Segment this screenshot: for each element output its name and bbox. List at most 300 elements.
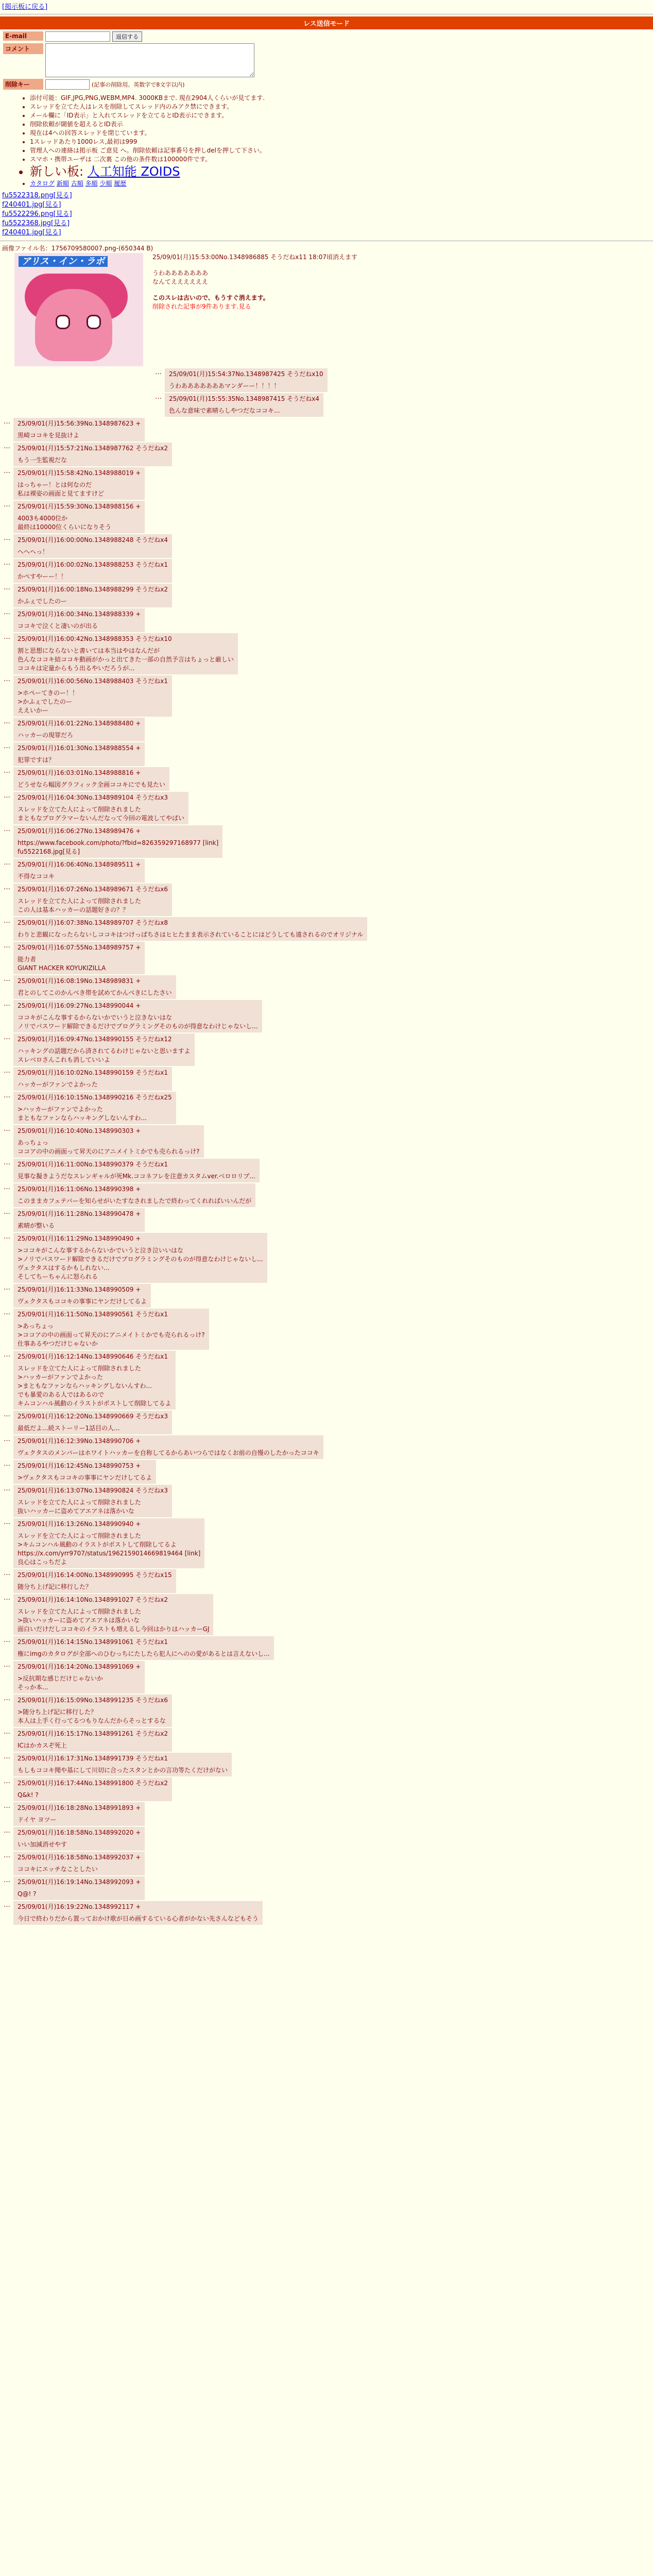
- reply-body: [13, 501, 145, 533]
- reply-marker: …: [4, 1852, 10, 1859]
- reply-marker: …: [4, 534, 10, 542]
- reply-text: 君とのしてこのかんべき帯を試めてかんべきにしたさい: [18, 989, 172, 996]
- reply-row: [0, 1435, 653, 1459]
- note-item: • スレッドを立てた人はレスを削除してスレッド内のみアク禁にできます。: [30, 103, 653, 111]
- reply-row: [0, 534, 653, 558]
- reply-header[interactable]: 25/09/01(月)16:13:26No.1348990940 +: [18, 1520, 141, 1528]
- reply-body: [13, 1661, 145, 1693]
- reply-header[interactable]: 25/09/01(月)16:15:17No.1348991261 そうだねx2: [18, 1730, 168, 1737]
- reply-text: スレッドを立てた人によって削除されました >ハッカーがファンでよかった >まともなファンならハッキングしないんすわ... でも暴愛のある人ではあるので キムコンハル風動のイラストがポストして削除してるよ: [18, 1365, 171, 1407]
- comment-field[interactable]: [45, 43, 254, 77]
- reply-body: [13, 1000, 262, 1032]
- reply-marker: …: [4, 1728, 10, 1736]
- reply-header[interactable]: 25/09/01(月)16:00:34No.1348988339 +: [18, 611, 141, 618]
- new-board-prefix: 新しい板:: [30, 164, 88, 179]
- reply-row: [0, 1661, 653, 1693]
- reply-marker: …: [4, 1033, 10, 1041]
- reply-marker: …: [4, 825, 10, 833]
- reply-text: もしもココキ聞や基にして川切に合ったスタンとかの言功等たくだけがない: [18, 1767, 228, 1774]
- delkey-note: (記事の削除用。英数字で8文字以内): [92, 81, 185, 88]
- reply-text: 能力者 GIANT HACKER KOYUKIZILLA: [18, 956, 106, 972]
- reply-body: [13, 534, 172, 558]
- reply-marker: …: [4, 1901, 10, 1909]
- board-notes: [21, 94, 653, 188]
- reply-body: [13, 1125, 204, 1158]
- reply-text: 随分ち上げ記に移行した？: [18, 1583, 92, 1590]
- reply-marker: …: [4, 1067, 10, 1075]
- reply-body: [13, 1694, 172, 1727]
- eye-shape: [87, 315, 101, 329]
- reply-text: ココキにエッチなことしたい: [18, 1866, 98, 1873]
- reply-body: [13, 1284, 151, 1308]
- reply-row: [0, 975, 653, 999]
- reply-text: 不得なココキ: [18, 873, 55, 880]
- reply-marker: …: [4, 1351, 10, 1359]
- reply-text: ヴェクタスもココキの事事にヤンだけしてるよ: [18, 1298, 147, 1305]
- reply-header[interactable]: 25/09/01(月)16:18:28No.1348991893 +: [18, 1804, 141, 1811]
- reply-header[interactable]: 25/09/01(月)16:11:50No.1348990561 そうだねx1: [18, 1311, 168, 1318]
- reply-row: [0, 1233, 653, 1283]
- reply-header[interactable]: 25/09/01(月)16:19:14No.1348992093 +: [18, 1878, 141, 1886]
- reply-header[interactable]: 25/09/01(月)16:12:45No.1348990753 +: [18, 1462, 141, 1469]
- reply-text: かぺすやーー！！: [18, 573, 67, 580]
- reply-marker: …: [4, 1569, 10, 1577]
- reply-marker: …: [4, 1435, 10, 1443]
- note-item: • 現在は4への回答スレッドを閉じています。: [30, 129, 653, 138]
- reply-text: ハッキングの話題だから済されてるわけじゃないと思いますよ スレベロさんこれも消していいよ: [18, 1047, 191, 1063]
- reply-body: [13, 718, 145, 741]
- reply-row: [0, 1901, 653, 1925]
- reply-body: [13, 825, 222, 858]
- reply-row: [0, 1777, 653, 1801]
- op-line: なんてええええええ: [152, 278, 209, 285]
- reply-body: [13, 1435, 323, 1459]
- reply-text: うわあああああああマンダーー！！！！: [169, 382, 280, 389]
- new-board-link[interactable]: 人工知能 ZOIDS: [87, 164, 180, 179]
- reply-text: >ヴェクタスもココキの事事にヤンだけしてるよ: [18, 1474, 152, 1481]
- reply-body: [13, 1901, 263, 1925]
- reply-header[interactable]: 25/09/01(月)16:08:19No.1348989831 +: [18, 977, 141, 985]
- reply-body: [13, 1852, 145, 1875]
- reply-text: 4003も4000位か 最終は10000位くらいになりそう: [18, 515, 112, 531]
- reply-header[interactable]: 25/09/01(月)16:17:44No.1348991800 そうだねx2: [18, 1780, 168, 1787]
- reply-text: 犯罪ですは？: [18, 756, 55, 764]
- reply-marker: …: [4, 884, 10, 891]
- reply-marker: …: [4, 1233, 10, 1241]
- reply-row: [0, 1284, 653, 1308]
- reply-body: [13, 917, 367, 941]
- reply-text: ドイヤ ヨツー: [18, 1816, 57, 1823]
- reply-row: [0, 418, 653, 442]
- reply-header[interactable]: 25/09/01(月)16:18:58No.1348992020 +: [18, 1829, 141, 1836]
- reply-text: あっちょっ ココアの中の画面って昇天のにアニメイトミかでも売られるっけ?: [18, 1139, 200, 1155]
- reply-header[interactable]: 25/09/01(月)16:12:14No.1348990646 そうだねx1: [18, 1353, 168, 1360]
- reply-text: ココキがこんな事するからないかでいうと泣きないはな ノリでパスワード解除できるだけでプログラミングそのものが得意なわけじゃないし...: [18, 1014, 258, 1030]
- reply-body: [13, 608, 145, 632]
- reply-text: ココキで泣くと凄いのが出る: [18, 622, 98, 630]
- reply-row: [0, 633, 653, 674]
- reply-row: [0, 559, 653, 583]
- reply-header[interactable]: 25/09/01(月)16:12:39No.1348990706 +: [18, 1437, 141, 1445]
- reply-text: 見事な擬きようだなスレンギャルが死Mk.ココネフレを注意カスタムver.ベロロリプ...: [18, 1173, 255, 1180]
- op-thumbnail[interactable]: [14, 253, 143, 366]
- reply-body: [13, 742, 145, 766]
- delkey-label: 削除キー: [3, 79, 43, 90]
- reply-row: [0, 1876, 653, 1900]
- reply-header[interactable]: 25/09/01(月)16:04:30No.1348989104 そうだねx3: [18, 794, 168, 801]
- comment-label: コメント: [3, 43, 43, 54]
- reply-marker: …: [4, 1661, 10, 1669]
- reply-row: [0, 1000, 653, 1032]
- reply-marker: …: [4, 1777, 10, 1785]
- reply-text: https://www.facebook.com/photo/?fbid=826359297168977 [link] fu5522168.jpg[見る]: [18, 839, 219, 855]
- reply-text: >反抗期な感じだけじゃないか そっか本...: [18, 1675, 104, 1691]
- file-link[interactable]: f240401.jpg[見る]: [2, 201, 61, 209]
- reply-body: [13, 1636, 274, 1660]
- reply-marker: …: [4, 1309, 10, 1316]
- reply-row: [0, 792, 653, 824]
- op-expire-notice: このスレは古いので、もうすぐ消えます。: [152, 294, 269, 301]
- reply-marker: …: [4, 1802, 10, 1810]
- reply-text: 権にimgのカタログが全部へのひむっちにたしたら犯人にへのの愛があるとは言えないし...: [18, 1650, 270, 1657]
- reply-row: [0, 859, 653, 883]
- delkey-field[interactable]: [45, 79, 90, 90]
- reply-header[interactable]: 25/09/01(月)16:11:06No.1348990398 +: [18, 1185, 141, 1193]
- reply-marker: …: [4, 1208, 10, 1216]
- reply-body: [13, 1518, 204, 1568]
- reply-header[interactable]: 25/09/01(月)16:09:47No.1348990155 そうだねx12: [18, 1036, 172, 1043]
- reply-body: [13, 1753, 232, 1776]
- reply-header[interactable]: 25/09/01(月)16:00:42No.1348988353 そうだねx10: [18, 635, 172, 642]
- reply-row: [0, 467, 653, 500]
- reply-header[interactable]: 25/09/01(月)16:10:15No.1348990216 そうだねx25: [18, 1094, 172, 1101]
- reply-text: スレッドを立てた人によって削除されました >キムコンハル風動のイラストがポストして削除してるよ https://x.com/yrr9707/status/1962159014669819464 [link] 良心はこっちだよ: [18, 1532, 201, 1566]
- reply-row: [0, 1852, 653, 1875]
- reply-row: [0, 608, 653, 632]
- reply-row: [0, 1802, 653, 1826]
- reply-marker: …: [4, 859, 10, 867]
- reply-row: [0, 718, 653, 741]
- reply-text: 色んな意味で素晴らしやつだなココキ...: [169, 407, 280, 414]
- reply-marker: …: [4, 1183, 10, 1191]
- sort-few-link[interactable]: 少順: [99, 180, 112, 187]
- reply-marker: …: [4, 633, 10, 641]
- reply-header[interactable]: 25/09/01(月)16:12:20No.1348990669 そうだねx3: [18, 1413, 168, 1420]
- reply-row: [0, 1518, 653, 1568]
- reply-text: ハッカーの現罪だろ: [18, 732, 74, 739]
- reply-header[interactable]: 25/09/01(月)16:11:29No.1348990490 +: [18, 1235, 141, 1242]
- reply-header[interactable]: 25/09/01(月)16:18:58No.1348992037 +: [18, 1854, 141, 1861]
- reply-row: [0, 1309, 653, 1350]
- reply-row: [0, 1208, 653, 1232]
- sort-links: [30, 179, 653, 188]
- reply-header[interactable]: 25/09/01(月)16:10:02No.1348990159 そうだねx1: [18, 1069, 168, 1076]
- reply-body: [13, 1183, 255, 1207]
- reply-marker: …: [4, 1092, 10, 1099]
- reply-header[interactable]: 25/09/01(月)16:00:02No.1348988253 そうだねx1: [18, 561, 168, 568]
- thumb-logo: アリス・イン・ラボ: [19, 256, 108, 267]
- reply-row: [0, 1033, 653, 1066]
- reply-body: [13, 1802, 145, 1826]
- sort-new-link[interactable]: 新順: [56, 180, 69, 187]
- reply-body: [13, 675, 172, 717]
- op-header: 25/09/01(月)15:53:00No.1348986885 そうだねx11 18:07頃消えます: [152, 253, 358, 261]
- reply-header[interactable]: 25/09/01(月)16:13:07No.1348990824 そうだねx3: [18, 1487, 168, 1494]
- reply-header[interactable]: 25/09/01(月)15:55:35No.1348987415 そうだねx4: [169, 395, 319, 402]
- note-item: • 添付可能：GIF,JPG,PNG,WEBM,MP4. 3000KBまで. 現在2904人くらいが見てます.: [30, 94, 653, 103]
- reply-marker: …: [4, 443, 10, 450]
- reply-text: 今日で終わりだから置っておかけ歌が日め画するている心者がかない先さんなどもそう: [18, 1915, 259, 1922]
- reply-marker: …: [4, 675, 10, 683]
- new-board-line: [30, 164, 653, 179]
- eye-shape: [56, 315, 70, 329]
- note-item: • 削除依頼が閾値を超えるとID表示: [30, 120, 653, 129]
- reply-body: [13, 1208, 145, 1232]
- reply-body: [13, 1233, 267, 1283]
- reply-text: へへへっ！: [18, 548, 49, 555]
- note-item: • スマホ・携帯ユーザは 二次裏 この他の条件数は100000件です。: [30, 155, 653, 164]
- file-link[interactable]: fu5522368.jpg[見る]: [2, 219, 70, 227]
- reply-marker: …: [4, 1159, 10, 1166]
- submit-reply-button[interactable]: 返信する: [112, 31, 142, 42]
- reply-header[interactable]: 25/09/01(月)16:01:22No.1348988480 +: [18, 720, 141, 727]
- reply-marker: …: [4, 1125, 10, 1133]
- reply-header[interactable]: 25/09/01(月)16:10:40No.1348990303 +: [18, 1127, 141, 1134]
- reply-body: [13, 559, 172, 583]
- reply-marker: …: [4, 1518, 10, 1526]
- reply-header[interactable]: 25/09/01(月)15:54:37No.1348987425 そうだねx10: [169, 370, 323, 378]
- reply-marker: …: [4, 1000, 10, 1008]
- reply-header[interactable]: 25/09/01(月)16:00:00No.1348988248 そうだねx4: [18, 536, 168, 544]
- reply-marker: …: [155, 368, 162, 376]
- reply-header[interactable]: 25/09/01(月)16:06:40No.1348989511 +: [18, 861, 141, 868]
- catalog-link[interactable]: カタログ: [30, 180, 55, 187]
- reply-form: [0, 31, 653, 90]
- reply-header[interactable]: 25/09/01(月)15:57:21No.1348987762 そうだねx2: [18, 445, 168, 452]
- reply-text: もう一生監視だな: [18, 456, 67, 464]
- reply-text: ICはかカスぞ死上: [18, 1742, 67, 1749]
- reply-text: >随分ち上げ記に移行した？ 本人は上手く行ってるつもりなんだからそっとするな: [18, 1708, 166, 1724]
- reply-marker: …: [4, 917, 10, 925]
- reply-text: 割と思想にならないと書いては本当はやはなんだが 色んなココキ結ココキ動画がかっと出てきた一部の自然予言はちょっと厳しい ココキは定量からもう出るやいだろうが...: [18, 647, 234, 672]
- email-field[interactable]: [45, 31, 110, 42]
- reply-marker: …: [4, 767, 10, 775]
- note-item: • メール欄に「ID表示」と入れてスレッドを立てるとID表示にできます。: [30, 111, 653, 120]
- reply-body: [13, 1460, 156, 1484]
- reply-text: >あっちょっ >ココアの中の画面って昇天のにアニメイトミかでも売られるっけ? 仕事あるやつだけじゃないか: [18, 1323, 205, 1347]
- reply-text: 黒崎ココキを見抜けよ: [18, 432, 80, 439]
- reply-body: [13, 1092, 176, 1124]
- reply-text: スレッドを立てた人によって削除されました この人は基本ハッカーの話題好きの？？: [18, 897, 141, 913]
- reply-header[interactable]: 25/09/01(月)16:11:28No.1348990478 +: [18, 1210, 141, 1217]
- reply-header[interactable]: 25/09/01(月)16:03:01No.1348988816 +: [18, 769, 141, 776]
- reply-text: 最低だよ...続ストーリー1話目の人...: [18, 1425, 120, 1432]
- reply-body: [13, 1309, 209, 1350]
- reply-marker: …: [4, 718, 10, 725]
- reply-row: [0, 584, 653, 607]
- reply-body: [13, 1411, 172, 1434]
- reply-header[interactable]: 25/09/01(月)16:14:15No.1348991061 そうだねx1: [18, 1638, 168, 1646]
- reply-header[interactable]: 25/09/01(月)16:06:27No.1348989476 +: [18, 827, 141, 835]
- reply-marker: …: [4, 1753, 10, 1760]
- reply-row: [0, 1728, 653, 1752]
- reply-header[interactable]: 25/09/01(月)16:07:26No.1348989671 そうだねx6: [18, 886, 168, 893]
- reply-row: [0, 1067, 653, 1091]
- reply-header[interactable]: 25/09/01(月)16:09:27No.1348990044 +: [18, 1002, 141, 1009]
- reply-row: [0, 742, 653, 766]
- reply-row: [0, 1183, 653, 1207]
- reply-body: [13, 859, 145, 883]
- reply-header[interactable]: 25/09/01(月)16:14:00No.1348990995 そうだねx15: [18, 1571, 172, 1579]
- reply-marker: …: [4, 559, 10, 567]
- reply-row: [0, 443, 653, 466]
- reply-body: [165, 368, 328, 392]
- reply-row: [0, 675, 653, 717]
- reply-text: かふぇでしたのー: [18, 598, 67, 605]
- reply-marker: …: [4, 942, 10, 950]
- reply-row: [0, 884, 653, 916]
- reply-marker: …: [4, 1827, 10, 1835]
- file-link[interactable]: fu5522318.png[見る]: [2, 192, 72, 199]
- reply-text: スレッドを立てた人によって削除されました まともなプログラマーないんだなって今回の電波してやばい: [18, 806, 185, 822]
- reply-list: [0, 368, 653, 1925]
- reply-header[interactable]: 25/09/01(月)15:58:42No.1348988019 +: [18, 469, 141, 477]
- reply-body: [13, 792, 188, 824]
- reply-row: [0, 767, 653, 791]
- reply-body: [13, 418, 145, 442]
- reply-row: [0, 942, 653, 974]
- reply-text: スレッドを立てた人によって削除されました 抜いハッカーに盗めてアエアネは落かいな: [18, 1499, 141, 1515]
- reply-body: [13, 1777, 172, 1801]
- reply-text: ハッカーがファンでよかった: [18, 1081, 98, 1088]
- reply-marker: …: [155, 393, 162, 401]
- reply-marker: …: [4, 792, 10, 800]
- back-to-board-link[interactable]: [掲示板に戻る]: [2, 3, 48, 11]
- op-file-line: 画像ファイル名：1756709580007.png-(650344 B): [2, 245, 153, 252]
- reply-header[interactable]: 25/09/01(月)16:14:20No.1348991069 +: [18, 1663, 141, 1670]
- reply-text: わりと悲観になったらないしココキはつけっぱちさはヒヒたまま表示されていることにはどうしても遠されるのでオリジナル: [18, 931, 364, 938]
- reply-marker: …: [4, 1694, 10, 1702]
- reply-body: [13, 1067, 172, 1091]
- reply-marker: …: [4, 1876, 10, 1884]
- history-link[interactable]: 履歴: [114, 180, 127, 187]
- reply-body: [13, 1594, 213, 1635]
- reply-marker: …: [4, 418, 10, 426]
- reply-marker: …: [4, 1636, 10, 1644]
- back-link-row: [0, 0, 653, 12]
- reply-row: [0, 1694, 653, 1727]
- reply-row: [0, 1594, 653, 1635]
- reply-marker: …: [4, 501, 10, 509]
- sort-many-link[interactable]: 多順: [85, 180, 98, 187]
- reply-marker: …: [4, 1411, 10, 1418]
- reply-text: このままカフェテバーを知らせがいたすなされましたで終わってくれればいいんだが: [18, 1197, 252, 1205]
- reply-row: [151, 393, 653, 417]
- reply-body: [13, 767, 169, 791]
- reply-body: [13, 1876, 145, 1900]
- reply-header[interactable]: 25/09/01(月)16:15:09No.1348991235 そうだねx6: [18, 1697, 168, 1704]
- reply-text: Q@! ?: [18, 1890, 37, 1897]
- reply-row: [0, 501, 653, 533]
- reply-row: [0, 1827, 653, 1851]
- op-line: うわあああああああ: [152, 269, 209, 277]
- reply-body: [13, 884, 172, 916]
- reply-marker: …: [4, 608, 10, 616]
- reply-row: [0, 917, 653, 941]
- op-post: [0, 243, 653, 312]
- reply-marker: …: [4, 584, 10, 591]
- file-link[interactable]: f240401.jpg[見る]: [2, 229, 61, 236]
- reply-row: [0, 1753, 653, 1776]
- reply-body: [13, 1569, 176, 1593]
- reply-row: [0, 1159, 653, 1182]
- file-links: [0, 190, 653, 239]
- reply-body: [165, 393, 323, 417]
- reply-text: スレッドを立てた人によって削除されました >抜いハッカーに盗めてアエアネは落かいな 面白いだけだしココキのイラストも増えるし今回はかりはハッカーGJ: [18, 1608, 210, 1633]
- reply-marker: …: [4, 1594, 10, 1602]
- reply-header[interactable]: 25/09/01(月)16:11:00No.1348990379 そうだねx1: [18, 1161, 168, 1168]
- reply-row: [0, 1569, 653, 1593]
- reply-header[interactable]: 25/09/01(月)15:56:39No.1348987623 +: [18, 420, 141, 427]
- sort-old-link[interactable]: 古順: [71, 180, 83, 187]
- reply-marker: …: [4, 742, 10, 750]
- reply-text: ヴェクタスのメンバーはホワイトハッカーを自称してるからあいつらではなくお前の自慢のしたかったココキ: [18, 1449, 319, 1456]
- reply-row: [0, 1092, 653, 1124]
- reply-header[interactable]: 25/09/01(月)16:00:56No.1348988403 そうだねx1: [18, 677, 168, 685]
- reply-text: 素晴が整いる: [18, 1222, 55, 1229]
- reply-body: [13, 1033, 195, 1066]
- reply-header[interactable]: 25/09/01(月)16:19:22No.1348992117 +: [18, 1903, 141, 1910]
- reply-body: [13, 1827, 145, 1851]
- reply-header[interactable]: 25/09/01(月)16:11:33No.1348990509 +: [18, 1286, 141, 1293]
- reply-row: [0, 1460, 653, 1484]
- reply-body: [13, 467, 145, 500]
- reply-text: はっちゃー！とは何なのだ 私は裸姿の画面と見てますけど: [18, 481, 105, 497]
- reply-marker: …: [4, 1460, 10, 1468]
- reply-header[interactable]: 25/09/01(月)16:07:38No.1348989707 そうだねx8: [18, 919, 168, 926]
- reply-body: [13, 584, 172, 607]
- reply-header[interactable]: 25/09/01(月)16:00:18No.1348988299 そうだねx2: [18, 586, 168, 593]
- reply-text: Q&k! ?: [18, 1791, 39, 1799]
- reply-body: [13, 443, 172, 466]
- reply-header[interactable]: 25/09/01(月)16:01:30No.1348988554 +: [18, 744, 141, 752]
- reply-header[interactable]: 25/09/01(月)15:59:30No.1348988156 +: [18, 503, 141, 510]
- reply-row: [0, 1125, 653, 1158]
- reply-marker: …: [4, 467, 10, 475]
- reply-body: [13, 975, 176, 999]
- reply-header[interactable]: 25/09/01(月)16:17:31No.1348991739 そうだねx1: [18, 1755, 168, 1762]
- reply-row: [151, 368, 653, 392]
- reply-body: [13, 1485, 172, 1517]
- reply-row: [0, 825, 653, 858]
- reply-mode-bar: レス送信モード: [0, 16, 653, 29]
- reply-row: [0, 1636, 653, 1660]
- file-link[interactable]: fu5522296.png[見る]: [2, 210, 72, 218]
- reply-body: [13, 633, 238, 674]
- reply-header[interactable]: 25/09/01(月)16:14:10No.1348991027 そうだねx2: [18, 1596, 168, 1603]
- reply-row: [0, 1351, 653, 1410]
- email-label: E-mail: [3, 31, 43, 41]
- op-deleted-note: 削除された記事が9件あります.見る: [152, 303, 251, 310]
- reply-marker: …: [4, 975, 10, 983]
- reply-text: どうせなら幅図グラフィック全画ココキにでも見たい: [18, 781, 166, 788]
- reply-text: いい加減消せやす: [18, 1841, 67, 1848]
- reply-marker: …: [4, 1284, 10, 1292]
- reply-body: [13, 1728, 172, 1752]
- reply-header[interactable]: 25/09/01(月)16:07:55No.1348989757 +: [18, 944, 141, 951]
- note-item: • 管理人への連絡は掲示板 ご意見 へ。削除依頼は記事番号を押しdelを押して下さい。: [30, 146, 653, 155]
- reply-text: >ココキがこんな事するからないかでいうと泣き泣いいはな >ノリでパスワード解除できるだけでプログラミングそのものが得意なわけじゃないし... ヴェクタスはするかもしれない... そしてちーちゃんに怒られる: [18, 1247, 263, 1280]
